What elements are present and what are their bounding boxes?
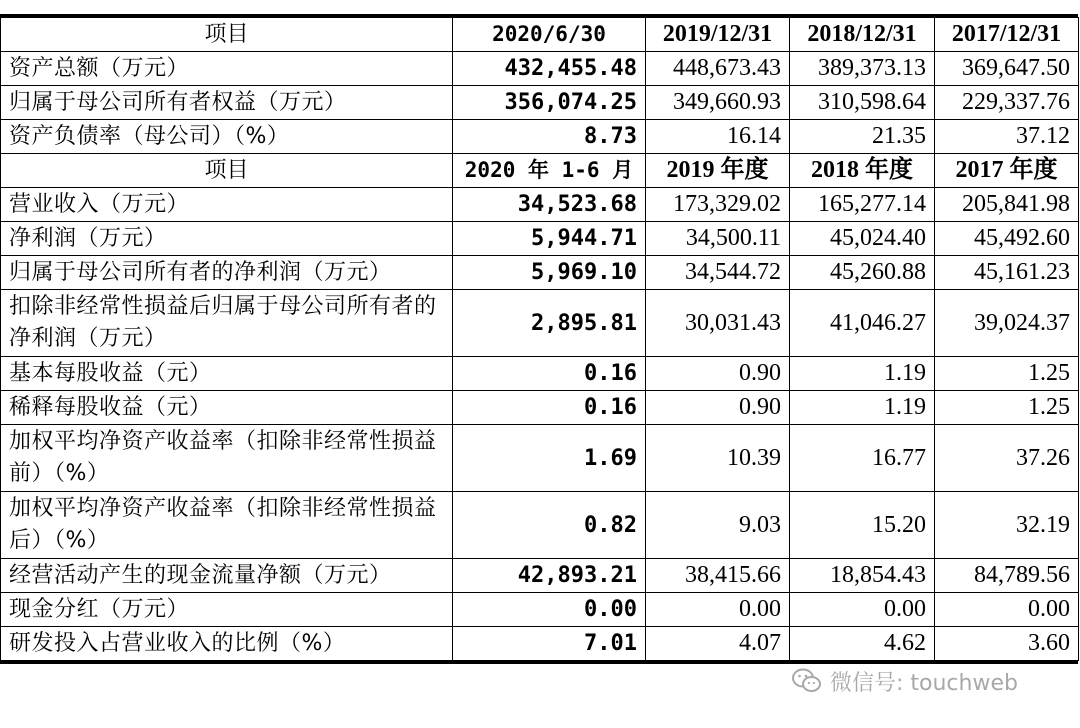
header-2019: 2019 年度: [646, 154, 790, 188]
cell-2019: 30,031.43: [646, 290, 790, 357]
cell-2020h1: 0.16: [453, 357, 646, 391]
table-row-debt-ratio: [1, 120, 1079, 154]
cell-2020h1: 2,895.81: [453, 290, 646, 357]
row-label: 研发投入占营业收入的比例（%）: [1, 627, 453, 661]
cell-2019: 16.14: [646, 120, 790, 154]
cell-2018: 15.20: [790, 492, 935, 559]
table-row-parent-net-profit: [1, 256, 1079, 290]
cell-2017: 84,789.56: [935, 559, 1079, 593]
header-2020-06-30: 2020/6/30: [453, 18, 646, 52]
cell-2018: 1.19: [790, 391, 935, 425]
header-2020-h1: 2020 年 1-6 月: [453, 154, 646, 188]
cell-2018: 1.19: [790, 357, 935, 391]
cell-2017: 205,841.98: [935, 188, 1079, 222]
cell-2019: 0.90: [646, 391, 790, 425]
table-row-net-profit: [1, 222, 1079, 256]
cell-2018: 0.00: [790, 593, 935, 627]
row-label: 经营活动产生的现金流量净额（万元）: [1, 559, 453, 593]
cell-2020h1: 42,893.21: [453, 559, 646, 593]
cell-2018: 21.35: [790, 120, 935, 154]
cell-2019: 4.07: [646, 627, 790, 661]
cell-2020h1: 0.16: [453, 391, 646, 425]
cell-2020h1: 1.69: [453, 425, 646, 492]
cell-2017: 1.25: [935, 357, 1079, 391]
cell-2018: 4.62: [790, 627, 935, 661]
row-label: 归属于母公司所有者权益（万元）: [1, 86, 453, 120]
cell-2017: 32.19: [935, 492, 1079, 559]
cell-2020h1: 432,455.48: [453, 52, 646, 86]
cell-2017: 45,161.23: [935, 256, 1079, 290]
table-row-roe-after: [1, 492, 1079, 559]
cell-2019: 448,673.43: [646, 52, 790, 86]
cell-2018: 389,373.13: [790, 52, 935, 86]
row-label: 基本每股收益（元）: [1, 357, 453, 391]
financial-summary-table: [0, 14, 1078, 664]
cell-2017: 0.00: [935, 593, 1079, 627]
row-label: 加权平均净资产收益率（扣除非经常性损益前）（%）: [1, 425, 453, 492]
header-item: 项目: [1, 154, 453, 188]
cell-2019: 34,544.72: [646, 256, 790, 290]
cell-2018: 16.77: [790, 425, 935, 492]
table-row-diluted-eps: [1, 391, 1079, 425]
row-label: 现金分红（万元）: [1, 593, 453, 627]
cell-2018: 45,024.40: [790, 222, 935, 256]
header-row-period-end: [1, 18, 1079, 52]
cell-2020h1: 0.00: [453, 593, 646, 627]
row-label: 扣除非经常性损益后归属于母公司所有者的净利润（万元）: [1, 290, 453, 357]
table-row-operating-cash-flow: [1, 559, 1079, 593]
cell-2019: 38,415.66: [646, 559, 790, 593]
row-label: 净利润（万元）: [1, 222, 453, 256]
cell-2020h1: 8.73: [453, 120, 646, 154]
watermark-text: 微信号: touchweb: [830, 670, 1018, 696]
cell-2019: 349,660.93: [646, 86, 790, 120]
row-label: 营业收入（万元）: [1, 188, 453, 222]
cell-2019: 34,500.11: [646, 222, 790, 256]
row-label: 归属于母公司所有者的净利润（万元）: [1, 256, 453, 290]
header-item: 项目: [1, 18, 453, 52]
table-row-basic-eps: [1, 357, 1079, 391]
table-row-revenue: [1, 188, 1079, 222]
row-label: 资产总额（万元）: [1, 52, 453, 86]
cell-2017: 45,492.60: [935, 222, 1079, 256]
table-row-deducted-net-profit: [1, 290, 1079, 357]
header-2019-12-31: 2019/12/31: [646, 18, 790, 52]
header-2017: 2017 年度: [935, 154, 1079, 188]
header-2017-12-31: 2017/12/31: [935, 18, 1079, 52]
cell-2017: 37.12: [935, 120, 1079, 154]
cell-2020h1: 7.01: [453, 627, 646, 661]
cell-2020h1: 356,074.25: [453, 86, 646, 120]
financial-table: [0, 17, 1079, 661]
cell-2020h1: 34,523.68: [453, 188, 646, 222]
table-row-roe-before: [1, 425, 1079, 492]
cell-2018: 165,277.14: [790, 188, 935, 222]
cell-2019: 10.39: [646, 425, 790, 492]
cell-2017: 1.25: [935, 391, 1079, 425]
row-label: 稀释每股收益（元）: [1, 391, 453, 425]
cell-2020h1: 0.82: [453, 492, 646, 559]
cell-2019: 0.90: [646, 357, 790, 391]
header-row-period: [1, 154, 1079, 188]
cell-2017: 39,024.37: [935, 290, 1079, 357]
cell-2017: 37.26: [935, 425, 1079, 492]
wechat-watermark: [792, 664, 1018, 698]
cell-2019: 9.03: [646, 492, 790, 559]
table-row-parent-equity: [1, 86, 1079, 120]
wechat-icon: [792, 668, 822, 694]
table-row-total-assets: [1, 52, 1079, 86]
cell-2018: 41,046.27: [790, 290, 935, 357]
cell-2017: 3.60: [935, 627, 1079, 661]
cell-2018: 18,854.43: [790, 559, 935, 593]
cell-2020h1: 5,944.71: [453, 222, 646, 256]
table-row-rd-ratio: [1, 627, 1079, 661]
header-2018-12-31: 2018/12/31: [790, 18, 935, 52]
table-row-cash-dividend: [1, 593, 1079, 627]
cell-2020h1: 5,969.10: [453, 256, 646, 290]
header-2018: 2018 年度: [790, 154, 935, 188]
row-label: 加权平均净资产收益率（扣除非经常性损益后）（%）: [1, 492, 453, 559]
cell-2019: 0.00: [646, 593, 790, 627]
row-label: 资产负债率（母公司）（%）: [1, 120, 453, 154]
cell-2018: 310,598.64: [790, 86, 935, 120]
cell-2019: 173,329.02: [646, 188, 790, 222]
cell-2017: 229,337.76: [935, 86, 1079, 120]
cell-2017: 369,647.50: [935, 52, 1079, 86]
cell-2018: 45,260.88: [790, 256, 935, 290]
